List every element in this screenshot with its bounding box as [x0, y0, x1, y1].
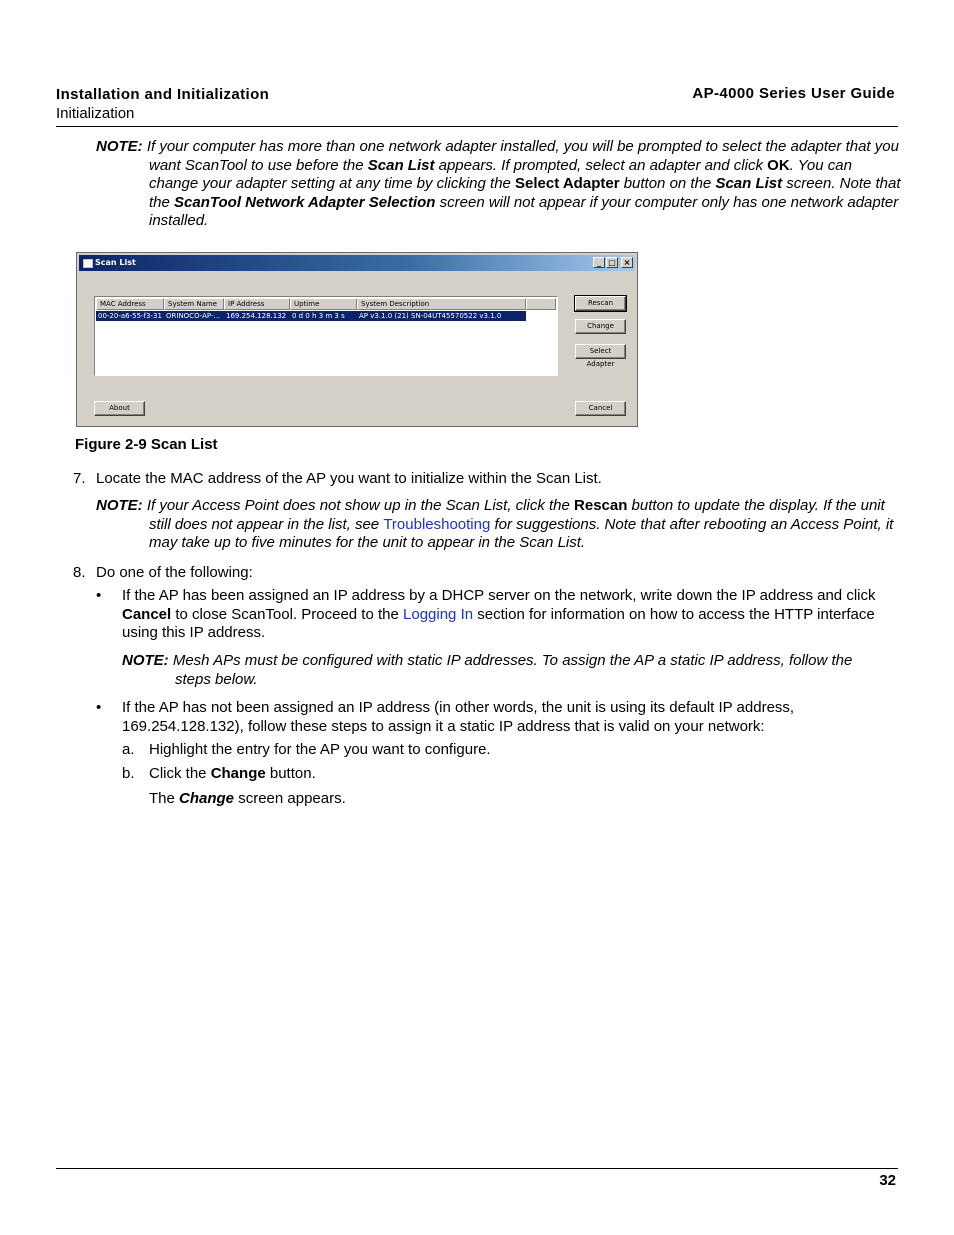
cell-system-description: AP v3.1.0 (21) SN-04UT45570522 v3.1.0: [359, 312, 502, 320]
note-text: If your Access Point does not show up in the Scan List, click the: [142, 497, 575, 514]
result-text: [149, 790, 346, 809]
note-emphasis: Scan List: [715, 175, 783, 193]
column-header-mac[interactable]: MAC Address: [96, 298, 164, 310]
result-part: The: [149, 790, 180, 807]
table-row[interactable]: [96, 311, 526, 321]
bullet-text: to close ScanTool. Proceed to the: [171, 605, 404, 623]
note-emphasis: Scan List: [367, 156, 435, 174]
column-header-uptime[interactable]: Uptime: [290, 298, 357, 310]
figure-caption: Figure 2-9 Scan List: [75, 436, 218, 453]
page-number: 32: [879, 1172, 896, 1189]
note-text: If your computer has more than one network adapter installed, you will be prompted to select the adapter that you want ScanTool to use before the: [142, 138, 899, 174]
result-emphasis: Change: [179, 790, 235, 807]
bullet-dhcp: [122, 587, 902, 643]
bullet-text: If the AP has been assigned an IP address by a DHCP server on the network, write down the IP address and click: [122, 587, 876, 604]
note-mesh: [122, 652, 892, 689]
note-text: . You can change your adapter setting at any time by clicking the: [149, 156, 852, 193]
substep-emphasis: Change: [210, 765, 266, 782]
note-text: Mesh APs must be configured with static IP addresses. To assign the AP a static IP address, follow the steps below.: [168, 652, 853, 688]
cell-ip: 169.254.128.132: [226, 312, 287, 320]
header-subsection: Initialization: [56, 105, 135, 122]
close-icon[interactable]: ×: [621, 257, 633, 268]
column-header-ip[interactable]: IP Address: [224, 298, 290, 310]
bullet-text: section for information on how to access the HTTP interface using this IP address.: [122, 605, 875, 642]
scan-list-window: [76, 252, 638, 427]
column-header-system-description[interactable]: System Description: [357, 298, 526, 310]
substep-b-text: [149, 765, 316, 784]
step-7-text: Locate the MAC address of the AP you want to initialize within the Scan List.: [96, 470, 602, 487]
note-adapter: [96, 138, 902, 231]
note-label: NOTE:: [96, 138, 143, 155]
note-text: button on the: [619, 175, 716, 193]
cell-system-name: ORINOCO-AP-...: [166, 312, 221, 320]
header-section: Installation and Initialization: [56, 86, 270, 103]
step-8-number: 8.: [73, 564, 86, 581]
note-text: screen will not appear if your computer only has one network adapter installed.: [149, 193, 899, 230]
note-text: appears. If prompted, select an adapter and click: [434, 156, 768, 174]
cell-mac: 00-20-a6-55-f3-31: [98, 312, 162, 320]
column-header-filler: [526, 298, 556, 310]
rescan-button[interactable]: Rescan: [575, 296, 626, 311]
substep-text: button.: [265, 765, 316, 782]
column-header-system-name[interactable]: System Name: [164, 298, 224, 310]
running-header-left: [56, 85, 269, 123]
note-text: button to update the display. If the unit still does not appear in the list, see: [149, 497, 885, 533]
substep-text: Click the: [149, 765, 211, 782]
note-text: screen. Note that the: [149, 175, 901, 211]
logging-in-link[interactable]: Logging In: [403, 605, 474, 623]
header-guide-title: AP-4000 Series User Guide: [692, 85, 895, 102]
maximize-icon[interactable]: □: [606, 257, 618, 268]
result-part: screen appears.: [234, 790, 346, 807]
window-app-icon: [83, 259, 93, 268]
select-adapter-button[interactable]: Select Adapter: [575, 344, 626, 359]
substep-a-text: Highlight the entry for the AP you want to configure.: [149, 741, 491, 758]
troubleshooting-link[interactable]: Troubleshooting: [383, 515, 491, 533]
note-emphasis: Rescan: [574, 497, 628, 514]
bullet-mark: •: [96, 699, 102, 716]
bullet-static: If the AP has not been assigned an IP address (in other words, the unit is using its default IP address, 169.254.128.132), follow these steps to assign it a static IP address that is valid on your network:: [122, 699, 795, 735]
step-7-number: 7.: [73, 470, 86, 487]
substep-a-label: a.: [122, 741, 135, 758]
window-title: Scan List: [95, 258, 136, 267]
header-rule: [56, 126, 898, 127]
note-emphasis: OK: [767, 156, 790, 174]
note-rescan: [96, 497, 902, 553]
bullet-mark: •: [96, 587, 102, 604]
scan-list-table[interactable]: [94, 296, 558, 376]
note-label: NOTE:: [96, 497, 143, 514]
step-8-text: Do one of the following:: [96, 564, 253, 581]
window-titlebar: [79, 255, 635, 271]
bullet-emphasis: Cancel: [122, 605, 172, 623]
cell-uptime: 0 d 0 h 3 m 3 s: [292, 312, 345, 320]
cancel-button[interactable]: Cancel: [575, 401, 626, 416]
note-label: NOTE:: [122, 652, 169, 669]
minimize-icon[interactable]: _: [593, 257, 605, 268]
about-button[interactable]: About: [94, 401, 145, 416]
note-emphasis: Select Adapter: [515, 175, 620, 193]
substep-b-label: b.: [122, 765, 135, 782]
footer-rule: [56, 1168, 898, 1169]
table-header: [96, 298, 556, 310]
note-emphasis: ScanTool Network Adapter Selection: [174, 193, 436, 211]
note-text: for suggestions. Note that after rebooting an Access Point, it may take up to five minutes for the unit to appear in the Scan List.: [149, 515, 894, 552]
change-button[interactable]: Change: [575, 319, 626, 334]
